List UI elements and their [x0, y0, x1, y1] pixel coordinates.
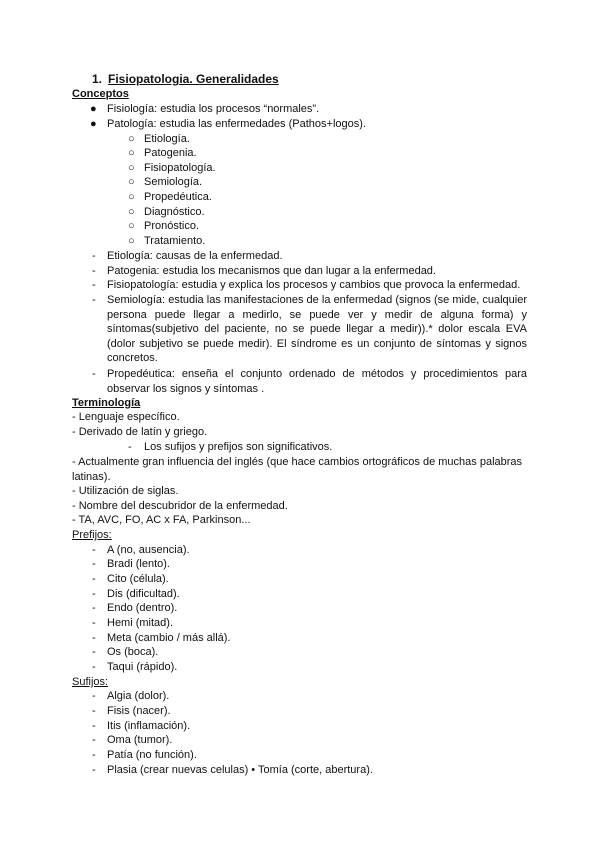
text-line: - Nombre del descubridor de la enfermedad. — [72, 500, 288, 512]
sub-item: Tratamiento. — [144, 235, 206, 247]
prefix-item: Meta (cambio / más allá). — [107, 632, 231, 644]
bullet-circle-icon: ○ — [128, 147, 135, 159]
prefijos-heading: Prefijos: — [72, 529, 112, 541]
text-paragraph: - Actualmente gran influencia del inglés (que hace cambios ortográficos de muchas palabras latinas). — [72, 456, 523, 483]
prefix-item: Endo (dentro). — [107, 602, 178, 614]
dash-marker: - — [92, 720, 96, 732]
dash-marker: - — [92, 705, 96, 717]
text-line: - Derivado de latín y griego. — [72, 426, 208, 438]
list-item: Fisiología: estudia los procesos “normales”. — [107, 103, 320, 115]
bullet-circle-icon: ○ — [128, 133, 135, 145]
prefix-item: A (no, ausencia). — [107, 544, 190, 556]
text-line: - Lenguaje específico. — [72, 411, 180, 423]
bullet-circle-icon: ○ — [128, 220, 135, 232]
bullet-circle-icon: ○ — [128, 191, 135, 203]
title-number: 1. — [92, 72, 103, 86]
bullet-circle-icon: ○ — [128, 235, 135, 247]
list-item: Patología: estudia las enfermedades (Pathos+logos). — [107, 118, 366, 130]
prefix-item: Cito (célula). — [107, 573, 169, 585]
sub-item: Semiología. — [144, 176, 203, 188]
dash-marker: - — [92, 632, 96, 644]
suffix-item: Itis (inflamación). — [107, 720, 191, 732]
dash-marker: - — [92, 573, 96, 585]
sub-item: Patogenia. — [144, 147, 197, 159]
text-line: Los sufijos y prefijos son significativos. — [144, 441, 333, 453]
sub-item: Etiología. — [144, 133, 190, 145]
suffix-item: Fisis (nacer). — [107, 705, 171, 717]
prefix-item: Taqui (rápido). — [107, 661, 178, 673]
prefix-item: Bradi (lento). — [107, 558, 170, 570]
dash-marker: - — [92, 250, 96, 262]
bullet-dot-icon: ● — [90, 103, 97, 115]
dash-marker: - — [92, 646, 96, 658]
bullet-circle-icon: ○ — [128, 162, 135, 174]
prefix-item: Hemi (mitad). — [107, 617, 174, 629]
sub-item: Pronóstico. — [144, 220, 200, 232]
prefix-item: Os (boca). — [107, 646, 159, 658]
dash-marker: - — [92, 734, 96, 746]
bullet-dot-icon: ● — [90, 118, 97, 130]
title-text: Fisiopatologia. Generalidades — [108, 72, 279, 86]
sub-item: Fisiopatología. — [144, 162, 216, 174]
dash-marker: - — [92, 661, 96, 673]
text-line: - TA, AVC, FO, AC x FA, Parkinson... — [72, 514, 251, 526]
dash-marker: - — [92, 690, 96, 702]
text-line: - Utilización de siglas. — [72, 485, 179, 497]
dash-marker: - — [92, 764, 96, 776]
suffix-item: Plasia (crear nuevas celulas) • Tomía (corte, abertura). — [107, 764, 373, 776]
bullet-circle-icon: ○ — [128, 206, 135, 218]
prefix-item: Dis (dificultad). — [107, 588, 180, 600]
suffix-item: Algia (dolor). — [107, 690, 170, 702]
terminologia-heading: Terminología — [72, 397, 141, 409]
dash-marker: - — [92, 558, 96, 570]
conceptos-heading: Conceptos — [72, 88, 129, 100]
sub-item: Propedéutica. — [144, 191, 212, 203]
dash-marker: - — [128, 441, 132, 453]
dash-marker: - — [92, 617, 96, 629]
sufijos-heading: Sufijos: — [72, 676, 109, 688]
dash-marker: - — [92, 294, 96, 306]
dash-item: Etiología: causas de la enfermedad. — [107, 250, 283, 262]
dash-marker: - — [92, 279, 96, 291]
suffix-item: Oma (tumor). — [107, 734, 173, 746]
dash-marker: - — [92, 544, 96, 556]
dash-marker: - — [92, 368, 96, 380]
dash-marker: - — [92, 749, 96, 761]
sub-item: Diagnóstico. — [144, 206, 205, 218]
page-title — [92, 72, 279, 86]
dash-marker: - — [92, 265, 96, 277]
dash-marker: - — [92, 602, 96, 614]
suffix-item: Patía (no función). — [107, 749, 197, 761]
dash-item: Fisiopatología: estudia y explica los procesos y cambios que provoca la enfermedad. — [107, 279, 521, 291]
dash-item-paragraph: Propedéutica: enseña el conjunto ordenado de métodos y procedimientos para observar los signos y síntomas . — [107, 368, 527, 395]
dash-marker: - — [92, 588, 96, 600]
bullet-circle-icon: ○ — [128, 176, 135, 188]
dash-item-paragraph: Semiología: estudia las manifestaciones de la enfermedad (signos (se mide, cualquier persona puede llegar a medirlo, se puede ver y medir de alguna forma) y síntomas(subjetivo del paciente, no se puede llegar a medir)).* dolor escala EVA (dolor subjetivo se puede medir). El síndrome es un conjunto de síntomas y signos concretos. — [107, 294, 527, 364]
dash-item: Patogenia: estudia los mecanismos que dan lugar a la enfermedad. — [107, 265, 436, 277]
